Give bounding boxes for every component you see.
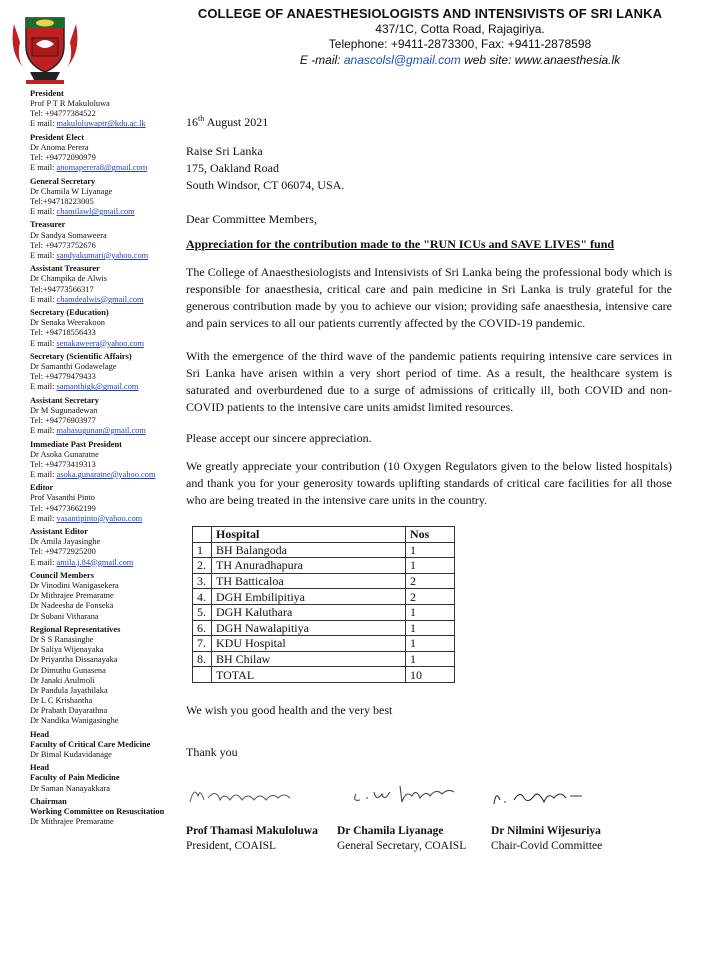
row-number [193, 527, 212, 543]
letterhead [180, 6, 680, 68]
office-bearers-list [30, 89, 190, 831]
regulator-count: 2 [406, 573, 455, 589]
office-holder-email: E mail: vasantipinto@yahoo.com [30, 513, 143, 523]
office-role: Head [30, 763, 50, 773]
closing-wishes: We wish you good health and the very best [186, 703, 393, 717]
office-holder-line: Tel: +94772925200 [30, 547, 96, 557]
office-holder-line: Dr Chamila W Liyanage [30, 186, 113, 196]
office-holder-line: Dr Asoka Gunaratne [30, 449, 99, 459]
office-bearer-group [30, 89, 190, 130]
email-link[interactable]: mahasugunan@gmail.com [56, 426, 146, 436]
office-holder-email: E mail: mahasugunan@gmail.com [30, 426, 146, 436]
regulator-count: 1 [406, 620, 455, 636]
office-bearer-group [30, 625, 190, 727]
email-link[interactable]: makuloluwaptr@kdu.ac.lk [56, 119, 146, 129]
office-holder-line: Tel: +94777384522 [30, 109, 96, 119]
hospital-table [192, 526, 455, 683]
office-holder-line: Dr Saman Nanayakkara [30, 783, 110, 793]
office-holder-line: Prof P T R Makuloluwa [30, 99, 110, 109]
office-role: Immediate Past President [30, 439, 122, 449]
table-row [193, 558, 455, 574]
office-holder-line: Dr L C Krishantha [30, 696, 93, 705]
regulator-count: 1 [406, 636, 455, 652]
office-role-detail: Faculty of Critical Care Medicine [30, 739, 151, 749]
recipient-line: 175, Oakland Road [186, 161, 279, 175]
signature-makuloluwa [186, 782, 296, 808]
email-link[interactable]: anascolsl@gmail.com [343, 52, 461, 67]
office-holder-line: Tel: +94779479433 [30, 372, 96, 382]
office-holder-line: Dr Champika de Alwis [30, 274, 107, 284]
office-holder-email: E mail: chamilawl@gmail.com [30, 207, 135, 217]
office-bearer-group [30, 220, 190, 261]
regulator-count: 1 [406, 651, 455, 667]
office-bearer-group [30, 177, 190, 218]
table-row [193, 620, 455, 636]
office-holder-line: Dr Sandya Somaweera [30, 230, 107, 240]
organization-phone: Telephone: +9411-2873300, Fax: +9411-2878598 [328, 37, 592, 51]
table-row [193, 573, 455, 589]
office-holder-line: Dr Saliya Wijenayaka [30, 645, 104, 655]
email-link[interactable]: senakaweera@yahoo.com [56, 338, 144, 348]
row-number [193, 667, 212, 683]
table-row [193, 542, 455, 558]
office-holder-line: Tel: +94773419313 [30, 459, 96, 469]
office-role: Council Members [30, 570, 94, 580]
email-link[interactable]: chamdealwis@gmail.com [56, 294, 144, 304]
regulator-count: 1 [406, 558, 455, 574]
hospital-name: DGH Nawalapitiya [212, 620, 406, 636]
office-holder-line: Dr Bimal Kudavidanage [30, 749, 112, 759]
hospital-name: TH Anuradhapura [212, 558, 406, 574]
signature-liyanage [350, 780, 460, 806]
recipient-line: South Windsor, CT 06074, USA. [186, 178, 345, 192]
office-role: Assistant Treasurer [30, 264, 100, 274]
email-label: E -mail: [299, 52, 341, 67]
letter-date: 16th August 2021 [186, 114, 269, 129]
office-bearer-group [30, 440, 190, 481]
office-bearer-group [30, 352, 190, 393]
web-label: web site: [464, 52, 512, 67]
hospital-name: TOTAL [212, 667, 406, 683]
office-role: Editor [30, 483, 54, 493]
office-holder-line: Tel: +94776903977 [30, 416, 96, 425]
hospital-name: KDU Hospital [212, 636, 406, 652]
regulator-count: 10 [406, 667, 455, 683]
office-role: Treasurer [30, 220, 66, 230]
signer-president: Prof Thamasi Makuloluwa President, COAISL [186, 825, 318, 852]
regulator-count: 1 [406, 542, 455, 558]
office-holder-line: Dr S S Ranasinghe [30, 635, 94, 645]
office-holder-line: Dr Prabath Dayarathna [30, 706, 108, 716]
office-bearer-group [30, 396, 190, 437]
office-bearer-group [30, 133, 190, 174]
table-row [193, 667, 455, 683]
web-link[interactable]: www.anaesthesia.lk [514, 52, 621, 67]
salutation: Dear Committee Members, [186, 212, 317, 226]
hospital-name: BH Balangoda [212, 542, 406, 558]
office-holder-email: E mail: sandyakumari@yahoo.com [30, 250, 149, 260]
hospital-name: DGH Kaluthara [212, 604, 406, 620]
office-bearer-group [30, 308, 190, 349]
table-header-row [193, 527, 455, 543]
closing-thanks: Thank you [186, 745, 238, 759]
office-bearer-group [30, 730, 190, 760]
office-holder-email: E mail: samanthigk@gmail.com [30, 382, 139, 392]
office-holder-email: E mail: senakaweera@yahoo.com [30, 338, 144, 348]
signer-covid-chair: Dr Nilmini Wijesuriya Chair-Covid Committee [491, 825, 603, 852]
office-role: President [30, 89, 64, 98]
office-holder-line: Dr Priyantha Dissanayaka [30, 655, 118, 665]
office-bearer-group [30, 797, 190, 827]
hospital-name: BH Chilaw [212, 651, 406, 667]
signature-wijesuriya [490, 784, 590, 810]
paragraph-2: With the emergence of the third wave of the pandemic patients requiring intensive care services in Sri Lanka have arisen within a very short period of time. As a result, the healthcare system is saturated and overburdened due to a surge of admissions of critically ill, both COVID and non-COVID patients to the intensive care units amidst limited resources. [186, 349, 672, 414]
organization-contact [180, 53, 680, 69]
organization-address: 437/1C, Cotta Road, Rajagiriya. [375, 21, 545, 36]
email-link[interactable]: chamilawl@gmail.com [56, 207, 135, 217]
row-number: 1 [193, 542, 212, 558]
regulator-count: 2 [406, 589, 455, 605]
table-row [193, 604, 455, 620]
office-holder-line: Dr Anoma Perera [30, 142, 89, 152]
paragraph-1: The College of Anaesthesiologists and Intensivists of Sri Lanka being the professional body which is responsible for anaesthesia, critical care and pain medicine in Sri Lanka is truly grateful for the generous contribution made by you to achieve our vision; providing safe anaesthesia, intensive care and pain services to all our patients currently affected by the COVID-19 pandemic. [186, 265, 672, 330]
college-logo [6, 4, 84, 86]
office-role: Head [30, 729, 50, 739]
office-role: Assistant Secretary [30, 395, 99, 405]
office-bearer-group [30, 483, 190, 524]
office-role: Secretary (Education) [30, 308, 109, 318]
office-holder-line: Dr M Sugunadewan [30, 405, 98, 415]
row-number: 4. [193, 589, 212, 605]
office-holder-line: Tel:+94718223005 [30, 196, 94, 206]
recipient-line: Raise Sri Lanka [186, 144, 263, 158]
office-holder-line: Tel: +94773752676 [30, 240, 96, 250]
hospital-name: DGH Embilipitiya [212, 589, 406, 605]
subject-line: Appreciation for the contribution made to the "RUN ICUs and SAVE LIVES" fund [186, 237, 615, 251]
regulator-count: Nos [406, 527, 455, 543]
signer-general-secretary: Dr Chamila Liyanage General Secretary, COAISL [337, 825, 467, 852]
hospital-name: Hospital [212, 527, 406, 543]
paragraph-4: We greatly appreciate your contribution (10 Oxygen Regulators given to the below listed hospitals) and thank you for your generosity towards uplifting standards of critical care facilities for all those who are being treated in the intensive care units in the country. [186, 459, 672, 507]
office-holder-line: Dr Samanthi Godawelage [30, 362, 117, 372]
office-role-detail: Faculty of Pain Medicine [30, 773, 120, 783]
regulator-count: 1 [406, 604, 455, 620]
office-role: Chairman [30, 796, 67, 806]
office-holder-line: Dr Nadeesha de Fonseka [30, 601, 114, 611]
email-link[interactable]: anomaperera8@gmail.com [56, 163, 148, 173]
office-bearer-group [30, 264, 190, 305]
row-number: 7. [193, 636, 212, 652]
office-holder-line: Tel:+94773566317 [30, 284, 94, 294]
office-holder-line: Dr Dimuthu Gunasena [30, 665, 106, 675]
office-holder-line: Dr Subani Vitharana [30, 611, 99, 621]
office-holder-line: Dr Pandula Jayathilaka [30, 685, 108, 695]
row-number: 2. [193, 558, 212, 574]
office-role: Secretary (Scientific Affairs) [30, 351, 132, 361]
office-holder-line: Tel: +94773662199 [30, 503, 96, 513]
recipient-address [186, 143, 344, 194]
organization-name: COLLEGE OF ANAESTHESIOLOGISTS AND INTENSIVISTS OF SRI LANKA [197, 6, 663, 21]
row-number: 6. [193, 620, 212, 636]
office-bearer-group [30, 763, 190, 793]
office-bearer-group [30, 571, 190, 622]
office-holder-line: Tel: +94718556433 [30, 328, 96, 338]
email-link[interactable]: asoka.gunaratne@yahoo.com [56, 469, 156, 479]
table-row [193, 651, 455, 667]
paragraph-3: Please accept our sincere appreciation. [186, 431, 372, 445]
office-holder-email: E mail: asoka.gunaratne@yahoo.com [30, 469, 156, 479]
office-holder-email: E mail: anomaperera8@gmail.com [30, 163, 148, 173]
office-role: President Elect [30, 132, 85, 142]
email-link[interactable]: amila.j.84@gmail.com [56, 557, 134, 567]
office-holder-email: E mail: amila.j.84@gmail.com [30, 557, 134, 567]
office-role-detail: Working Committee on Resuscitation [30, 807, 165, 817]
office-holder-line: Tel: +94772090979 [30, 153, 96, 163]
email-link[interactable]: samanthigk@gmail.com [56, 382, 139, 392]
office-holder-line: Dr Senaka Weerakoon [30, 318, 105, 328]
office-holder-line: Dr Janaki Arulmoli [30, 675, 95, 685]
row-number: 5. [193, 604, 212, 620]
office-role: Regional Representatives [30, 624, 121, 634]
row-number: 3. [193, 573, 212, 589]
office-holder-email: E mail: makuloluwaptr@kdu.ac.lk [30, 119, 146, 129]
office-holder-line: Dr Vinodini Wanigasekera [30, 581, 119, 591]
hospital-name: TH Batticaloa [212, 573, 406, 589]
office-holder-line: Prof Vasanthi Pinto [30, 493, 95, 503]
office-holder-line: Dr Amila Jayasinghe [30, 537, 101, 547]
office-holder-line: Dr Mithrajee Premaratne [30, 591, 114, 601]
office-role: Assistant Editor [30, 527, 88, 537]
row-number: 8. [193, 651, 212, 667]
email-link[interactable]: sandyakumari@yahoo.com [56, 250, 149, 260]
email-link[interactable]: vasantipinto@yahoo.com [56, 513, 143, 523]
office-holder-line: Dr Mithrajee Premaratne [30, 817, 114, 827]
table-row [193, 636, 455, 652]
office-bearer-group [30, 527, 190, 568]
office-role: General Secretary [30, 176, 96, 186]
office-holder-line: Dr Nandika Wanigasinghe [30, 716, 119, 726]
office-holder-email: E mail: chamdealwis@gmail.com [30, 294, 144, 304]
table-row [193, 589, 455, 605]
